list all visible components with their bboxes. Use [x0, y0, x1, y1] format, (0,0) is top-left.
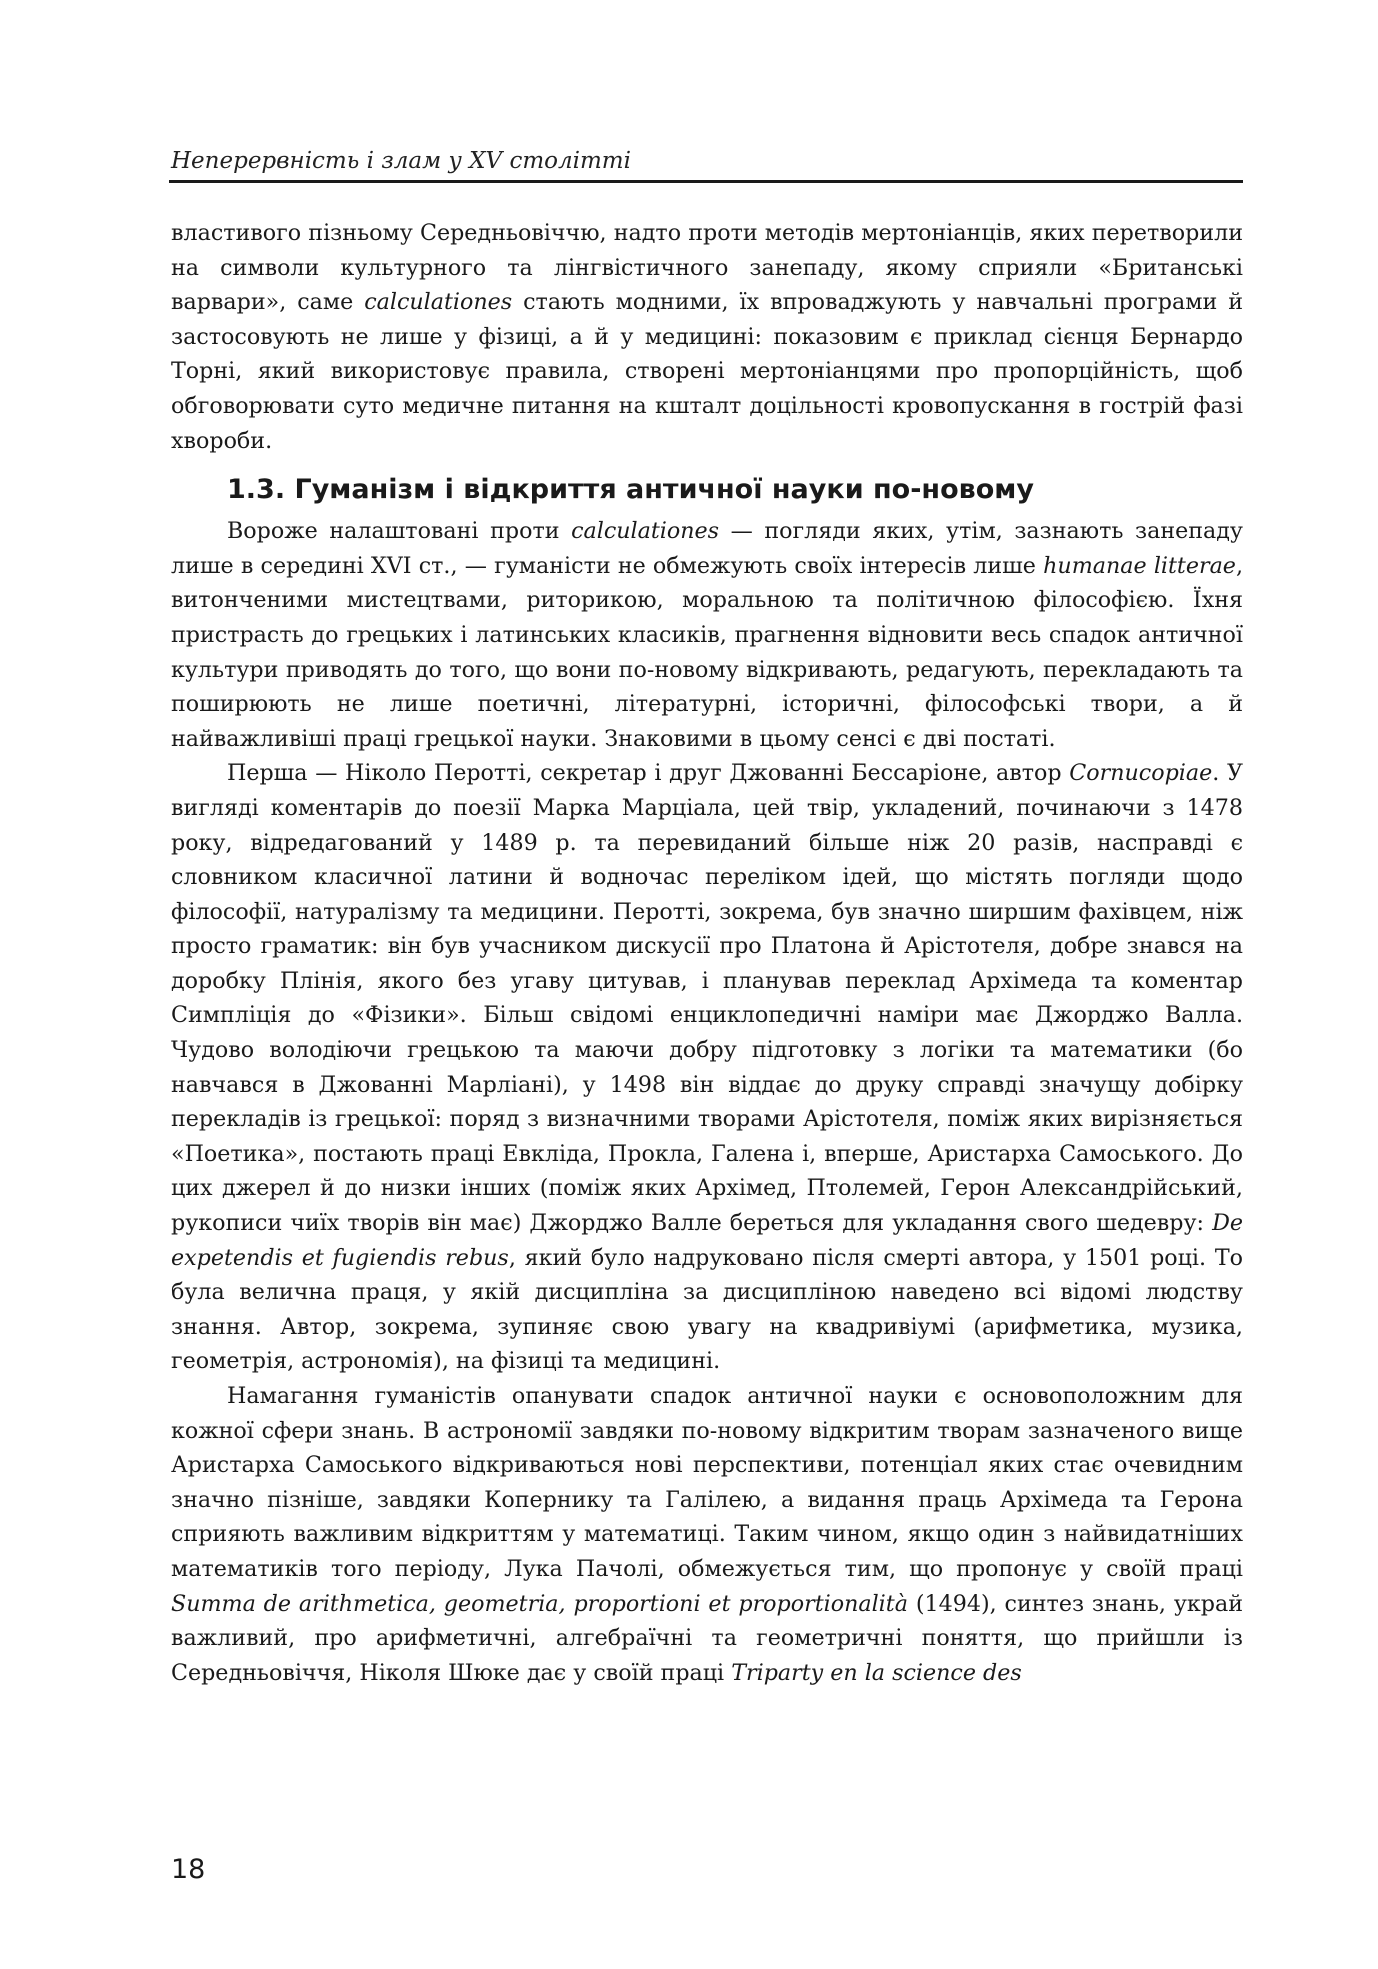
page-number: 18 [171, 1854, 206, 1885]
page-body [171, 216, 1243, 1690]
paragraph-ancient-science: Намагання гуманістів опанувати спадок античної науки є основоположним для кожної сфери знань. В астрономії завдяки по-новому відкритим творам зазначеного вище Аристарха Самоського відкриваються нові перспективи, потенціал яких стає очевидним значно пізніше, завдяки Копернику та Галілею, а видання праць Архімеда та Герона сприяють важливим відкриттям у математиці. Таким чином, якщо один з найвидатніших математиків того періоду, Лука Пачолі, обмежується тим, що пропонує у своїй праці Summa de arithmetica, geometria, proportioni et proportionalità (1494), синтез знань, украй важливий, про арифметичні, алгебраїчні та геометричні поняття, що прийшли із Середньовіччя, Ніколя Шюке дає у своїй праці Triparty en la science des [171, 1383, 1243, 1686]
running-head: Неперервність і злам у XV столітті [171, 148, 631, 174]
paragraph-humanists: Вороже налаштовані проти calculationes — погляди яких, утім, зазнають занепаду лише в середині XVI ст., — гуманісти не обмежують своїх інтересів лише humanae litterae, витонченими мистецтвами, риторикою, моральною та політичною філософією. Їхня пристрасть до грецьких і латинських класиків, прагнення відновити весь спадок античної культури приводять до того, що вони по-новому відкривають, редагують, перекладають та поширюють не лише поетичні, літературні, історичні, філософські твори, а й найважливіші праці грецької науки. Знаковими в цьому сенсі є дві постаті. [171, 518, 1243, 752]
paragraph-continuation: властивого пізньому Середньовіччю, надто проти методів мертоніанців, яких перетворили на символи культурного та лінгвістичного занепаду, якому сприяли «Британські варвари», саме calculationes стають модними, їх впроваджують у навчальні програми й застосовують не лише у фізиці, а й у медицині: показовим є приклад сієнця Бернардо Торні, який використовує правила, створені мертоніанцями про пропорційність, щоб обговорювати суто медичне питання на кшталт доцільності кровопускання в гострій фазі хвороби. [171, 220, 1243, 454]
paragraph-perotti-valla: Перша — Ніколо Перотті, секретар і друг Джованні Бессаріоне, автор Cornucopiae. У вигляді коментарів до поезії Марка Марціала, цей твір, укладений, починаючи з 1478 року, відредагований у 1489 р. та перевиданий більше ніж 20 разів, насправді є словником класичної латини й водночас переліком ідей, що містять погляди щодо філософії, натуралізму та медицини. Перотті, зокрема, був значно ширшим фахівцем, ніж просто граматик: він був учасником дискусії про Платона й Арістотеля, добре знався на доробку Плінія, якого без угаву цитував, і планував переклад Архімеда та коментар Симпліція до «Фізики». Більш свідомі енциклопедичні наміри має Джорджо Валла. Чудово володіючи грецькою та маючи добру підготовку з логіки та математики (бо навчався в Джованні Марліані), у 1498 він віддає до друку справді значущу добірку перекладів із грецької: поряд з визначними творами Арістотеля, поміж яких вирізняється «Поетика», постають праці Евкліда, Прокла, Галена і, вперше, Аристарха Самоського. До цих джерел й до низки інших (поміж яких Архімед, Птолемей, Герон Александрійський, рукописи чиїх творів він має) Джорджо Валле береться для укладання свого шедевру: De expetendis et fugiendis rebus, який було надруковано після смерті автора, у 1501 році. То була велична праця, у якій дисципліна за дисципліною наведено всі відомі людству знання. Автор, зокрема, зупиняє свою увагу на квадривіумі (арифметика, музика, геометрія, астрономія), на фізиці та медицині. [171, 760, 1244, 1375]
header-rule [169, 180, 1243, 183]
section-heading: 1.3. Гуманізм і відкриття античної науки по-новому [227, 474, 1034, 506]
